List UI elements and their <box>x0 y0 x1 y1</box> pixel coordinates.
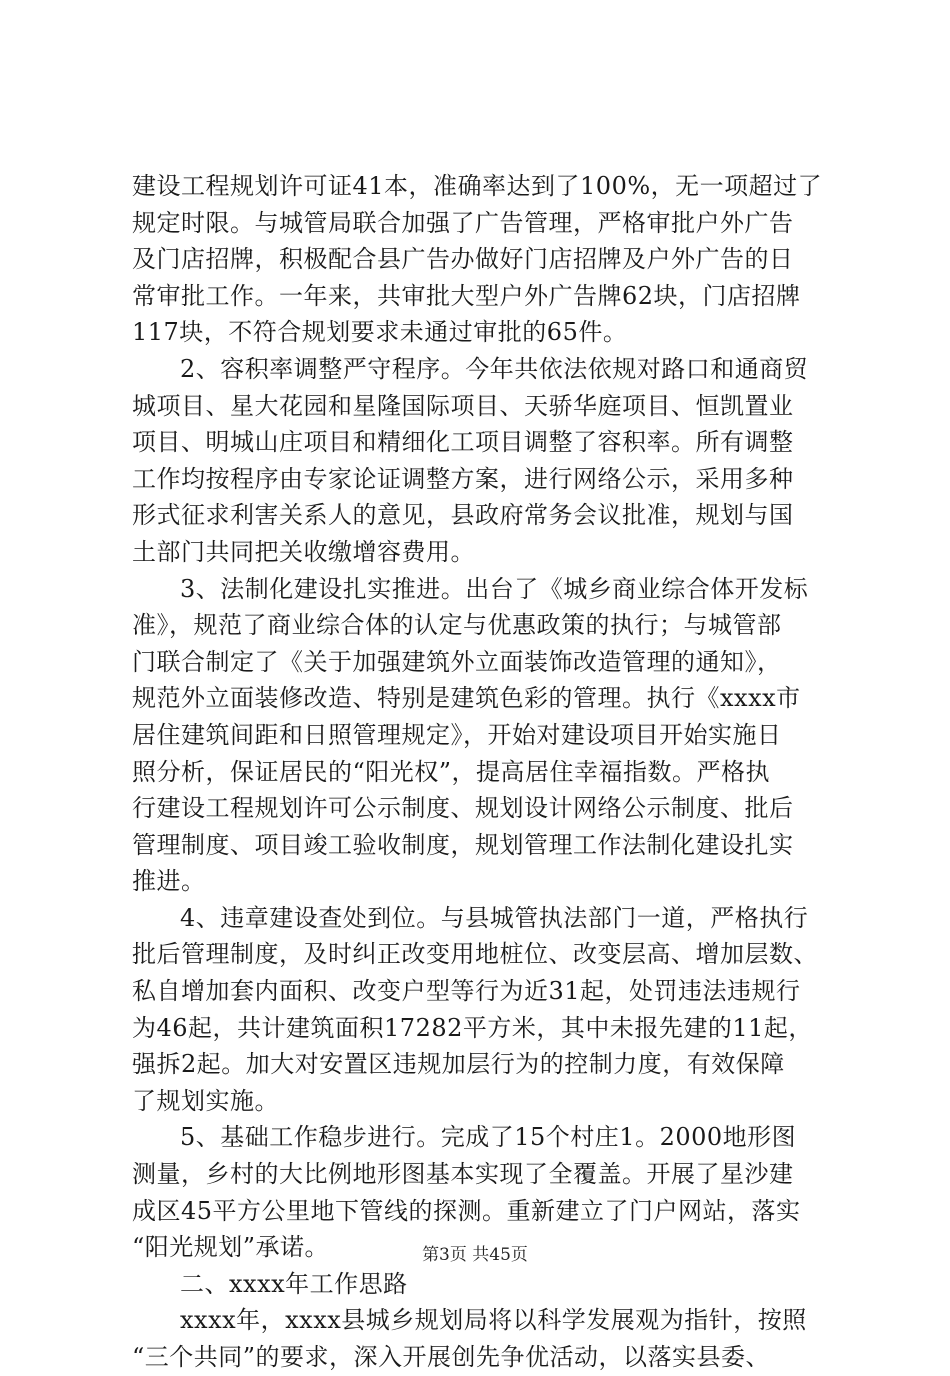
text-line: 规定时限。与城管局联合加强了广告管理，严格审批户外广告 <box>132 208 794 237</box>
text-line: 规范外立面装修改造、特别是建筑色彩的管理。执行《xxxx市 <box>132 684 801 713</box>
text-line: 门联合制定了《关于加强建筑外立面装饰改造管理的通知》， <box>132 647 782 676</box>
text-line: 照分析，保证居民的“阳光权”，提高居住幸福指数。严格执 <box>132 757 771 786</box>
text-line: 居住建筑间距和日照管理规定》，开始对建设项目开始实施日 <box>132 720 782 749</box>
text-line: 行建设工程规划许可公示制度、规划设计网络公示制度、批后 <box>132 794 794 823</box>
text-line: 强拆2起。加大对安置区违规加层行为的控制力度，有效保障 <box>132 1050 785 1079</box>
text-line: 常审批工作。一年来，共审批大型户外广告牌62块，门店招牌 <box>132 281 801 310</box>
text-line: 及门店招牌，积极配合县广告办做好门店招牌及户外广告的日 <box>132 245 794 274</box>
text-line: 了规划实施。 <box>132 1086 279 1115</box>
body-text <box>132 168 832 1376</box>
text-line: “三个共同”的要求，深入开展创先争优活动，以落实县委、 <box>132 1343 771 1371</box>
text-line: 准》，规范了商业综合体的认定与优惠政策的执行；与城管部 <box>132 611 782 640</box>
text-line: 成区45平方公里地下管线的探测。重新建立了门户网站，落实 <box>132 1196 801 1225</box>
text-line: 项目、明城山庄项目和精细化工项目调整了容积率。所有调整 <box>132 428 794 457</box>
page-footer: 第3页 共45页 <box>422 1245 528 1265</box>
text-line: 为46起，共计建筑面积17282平方米，其中未报先建的11起， <box>132 1013 813 1042</box>
text-line: “阳光规划”承诺。 <box>132 1233 330 1262</box>
text-line: 3、法制化建设扎实推进。出台了《城乡商业综合体开发标 <box>180 574 809 603</box>
text-line: 建设工程规划许可证41本，准确率达到了100%，无一项超过了 <box>132 172 823 200</box>
text-line: 管理制度、项目竣工验收制度，规划管理工作法制化建设扎实 <box>132 830 794 859</box>
text-line: 5、基础工作稳步进行。完成了15个村庄1。2000地形图 <box>180 1123 797 1152</box>
text-line: 117块，不符合规划要求未通过审批的65件。 <box>132 318 628 347</box>
text-line: 推进。 <box>132 867 206 896</box>
text-line: 形式征求利害关系人的意见，县政府常务会议批准，规划与国 <box>132 501 794 530</box>
text-line: 二、xxxx年工作思路 <box>180 1269 408 1298</box>
text-line: 2、容积率调整严守程序。今年共依法依规对路口和通商贸 <box>180 354 809 383</box>
text-line: 土部门共同把关收缴增容费用。 <box>132 537 475 566</box>
text-line: 4、违章建设查处到位。与县城管执法部门一道，严格执行 <box>180 903 809 932</box>
text-line: 私自增加套内面积、改变户型等行为近31起，处罚违法违规行 <box>132 977 801 1006</box>
text-line: 工作均按程序由专家论证调整方案，进行网络公示，采用多种 <box>132 464 794 493</box>
text-line: 城项目、星大花园和星隆国际项目、天骄华庭项目、恒凯置业 <box>132 391 794 420</box>
text-line: 测量，乡村的大比例地形图基本实现了全覆盖。开展了星沙建 <box>132 1160 794 1189</box>
text-line: xxxx年，xxxx县城乡规划局将以科学发展观为指针，按照 <box>180 1306 807 1335</box>
text-line: 批后管理制度，及时纠正改变用地桩位、改变层高、增加层数、 <box>132 940 818 969</box>
